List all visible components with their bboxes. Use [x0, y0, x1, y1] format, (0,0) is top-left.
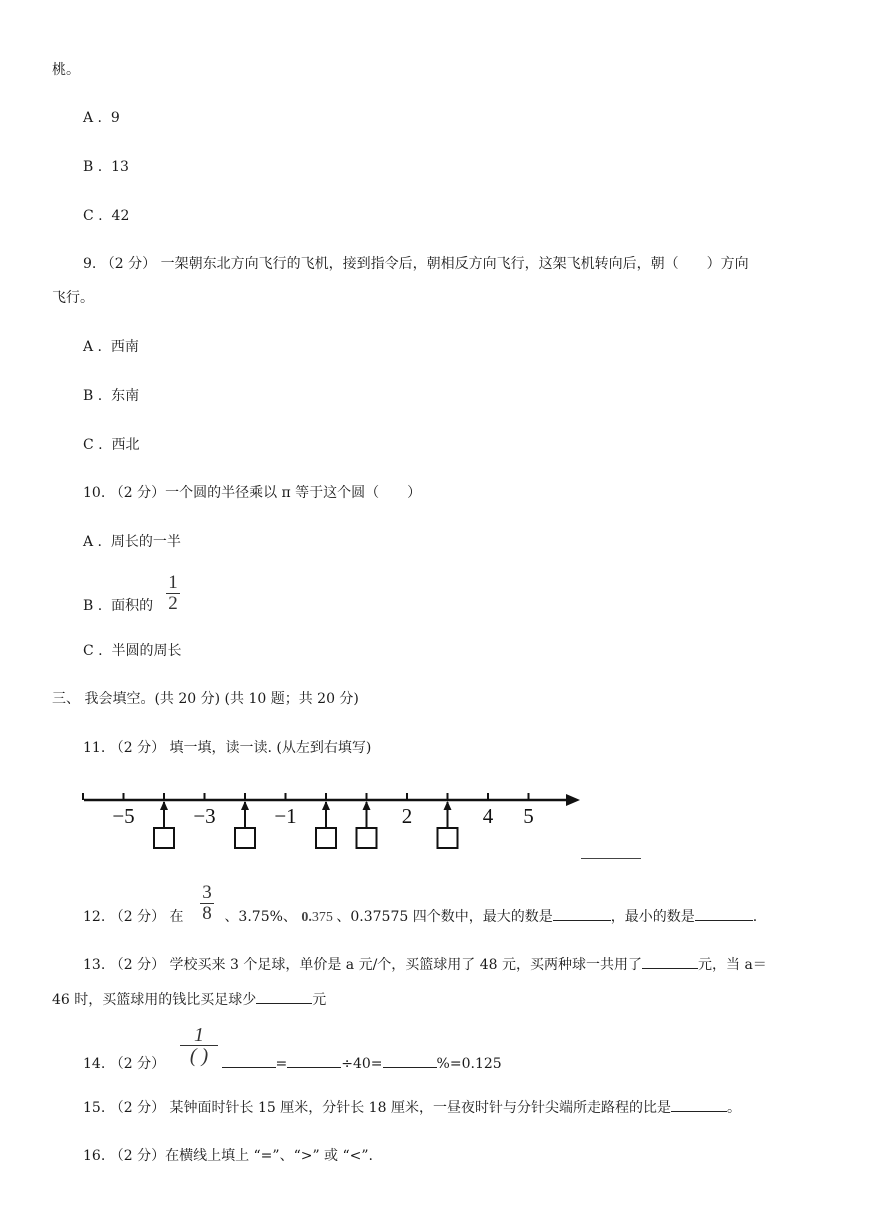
option-c[interactable] [83, 641, 182, 661]
question-15-stem [83, 1097, 741, 1118]
fraction-three-eighths [200, 884, 214, 923]
answer-blank[interactable] [553, 906, 611, 921]
answer-blank[interactable] [383, 1053, 437, 1068]
arrow-head-icon [363, 801, 371, 810]
answer-blank[interactable] [222, 1053, 276, 1068]
fraction-numerator: 3 [202, 882, 212, 903]
question-14-stem [83, 1053, 502, 1074]
number-line-figure [80, 782, 590, 860]
number-line-label: −5 [112, 804, 135, 828]
question-10-stem: 10. （2 分）一个圆的半径乘以 π 等于这个圆（ ） [83, 485, 422, 501]
number-line-arrowhead [566, 794, 580, 806]
option-text: 西北 [111, 437, 140, 453]
fraction-denominator: ( ) [189, 1045, 209, 1067]
answer-blank[interactable] [256, 989, 312, 1004]
option-b[interactable] [83, 596, 153, 616]
section-heading: 三、 我会填空。(共 20 分) (共 10 题；共 20 分) [52, 691, 359, 707]
arrow-head-icon [160, 801, 168, 810]
arrow-head-icon [444, 801, 452, 810]
option-c[interactable] [83, 435, 140, 455]
number-line-label: 5 [523, 804, 534, 828]
answer-box[interactable] [438, 828, 458, 848]
q12-prefix: 12. （2 分） 在 [83, 909, 184, 925]
option-letter: B . [83, 388, 103, 404]
option-text: 周长的一半 [110, 534, 181, 550]
answer-box[interactable] [357, 828, 377, 848]
option-b[interactable] [83, 386, 139, 406]
answer-blank[interactable] [695, 906, 753, 921]
q13-part1: 13. （2 分） 学校买来 3 个足球，单价是 a 元/个，买篮球用了 48 元，买两种球一共用了 [83, 957, 643, 973]
question-9-stem-cont: 飞行。 [52, 290, 94, 306]
option-a[interactable] [83, 532, 181, 552]
fraction-denominator: 2 [168, 593, 178, 614]
option-text: 东南 [111, 388, 140, 404]
question-13-stem-cont [52, 989, 326, 1010]
option-letter: A . [83, 339, 103, 355]
option-a[interactable] [83, 108, 120, 128]
question-16-stem: 16. （2 分）在横线上填上 “=”、“>” 或 “<”. [83, 1148, 374, 1164]
fraction-one-half [166, 574, 180, 613]
answer-box[interactable] [235, 828, 255, 848]
question-13-stem [83, 954, 767, 975]
option-text: 9 [110, 110, 120, 126]
fraction-numerator: 1 [194, 1024, 204, 1046]
answer-box-with-arrow[interactable] [316, 801, 336, 848]
option-letter: B . [83, 598, 103, 614]
option-text: 西南 [110, 339, 139, 355]
answer-box-with-arrow[interactable] [438, 801, 458, 848]
answer-box-with-arrow[interactable] [357, 801, 377, 848]
q15-text: 15. （2 分） 某钟面时针长 15 厘米，分针长 18 厘米，一昼夜时针与分针尖端所走路程的比是 [83, 1100, 671, 1116]
answer-blank[interactable] [581, 848, 641, 859]
q12-end: . [752, 909, 758, 925]
number-line-label: 4 [482, 804, 494, 828]
q13-line2b: 元 [312, 992, 327, 1008]
number-line-label: −1 [274, 804, 297, 828]
answer-blank[interactable] [642, 954, 698, 969]
option-text: 面积的 [111, 598, 154, 614]
number-line-label: −3 [193, 804, 216, 828]
option-text: 13 [111, 159, 129, 175]
q13-line2a: 46 时，买篮球用的钱比买足球少 [52, 992, 257, 1008]
option-text: 42 [111, 208, 130, 224]
q13-part2: 元，当 a＝ [698, 957, 767, 973]
answer-blank[interactable] [287, 1053, 341, 1068]
option-letter: A . [83, 110, 103, 126]
repeating-decimal [301, 910, 336, 925]
option-letter: C . [83, 643, 103, 659]
question-9-stem: 9. （2 分） 一架朝东北方向飞行的飞机，接到指令后，朝相反方向飞行，这架飞机转向后，朝（ ）方向 [83, 256, 749, 272]
option-a[interactable] [83, 337, 139, 357]
answer-box-with-arrow[interactable] [235, 801, 255, 848]
question-12-stem [83, 903, 758, 928]
q12-suffix: 、0.37575 四个数中，最大的数是 [336, 909, 553, 925]
option-letter: C . [83, 437, 103, 453]
option-text: 半圆的周长 [111, 643, 182, 659]
q12-middle: 、3.75%、 [224, 909, 297, 925]
q14-eq1: = [275, 1056, 288, 1072]
repeating-integer: 0. [301, 910, 312, 925]
q14-eq3: %=0.125 [436, 1056, 502, 1072]
q14-prefix: 14. （2 分） [83, 1056, 166, 1072]
q12-mid: ，最小的数是 [610, 909, 695, 925]
arrow-head-icon [241, 801, 249, 810]
question-11-stem: 11. （2 分） 填一填，读一读. (从左到右填写) [83, 740, 372, 756]
option-letter: B . [83, 159, 103, 175]
question-text: 桃。 [52, 62, 80, 78]
option-letter: C . [83, 208, 103, 224]
option-letter: A . [83, 534, 103, 550]
option-c[interactable] [83, 206, 129, 226]
answer-box[interactable] [154, 828, 174, 848]
arrow-head-icon [322, 801, 330, 810]
repeating-digits: 375 [311, 910, 333, 925]
answer-box[interactable] [316, 828, 336, 848]
q14-eq2: ÷40= [341, 1056, 383, 1072]
fraction-denominator: 8 [202, 903, 212, 924]
number-line-label: 2 [401, 804, 413, 828]
answer-box-with-arrow[interactable] [154, 801, 174, 848]
option-b[interactable] [83, 157, 129, 177]
fraction-numerator: 1 [168, 572, 178, 593]
q15-end: 。 [726, 1100, 741, 1116]
answer-blank[interactable] [671, 1097, 727, 1112]
